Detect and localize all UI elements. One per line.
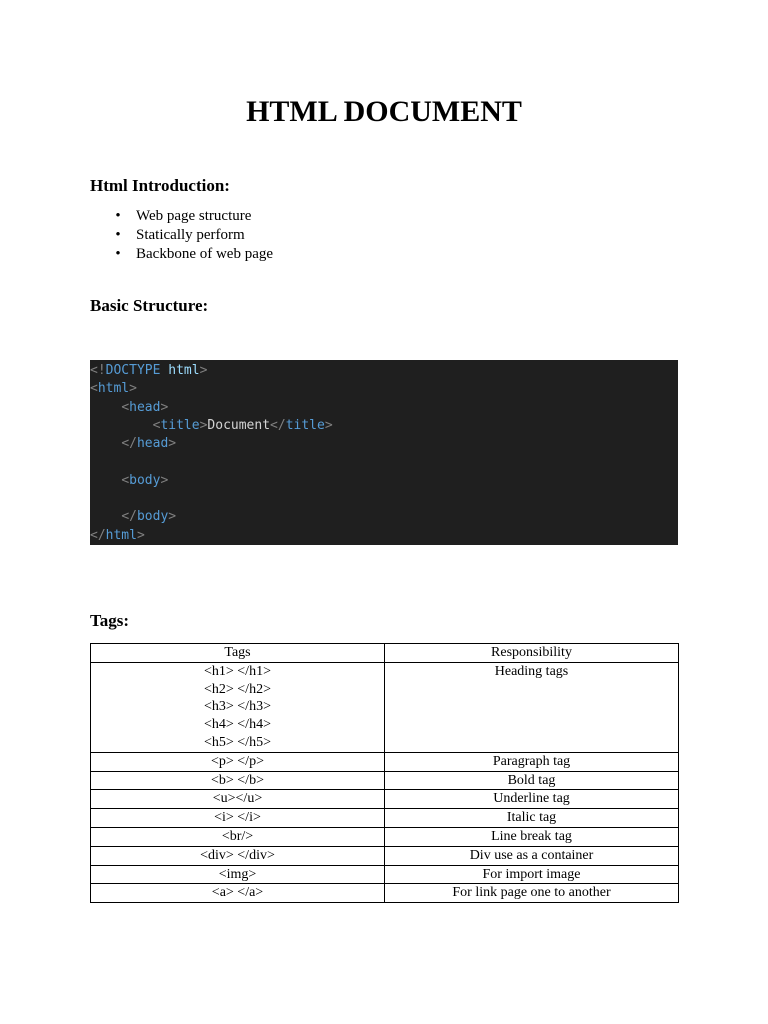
table-cell-responsibility: For import image: [385, 865, 679, 884]
tags-heading: Tags:: [90, 611, 130, 630]
page-title: HTML DOCUMENT: [246, 95, 522, 128]
table-cell-responsibility: Heading tags: [385, 662, 679, 752]
list-item: [90, 226, 273, 245]
bullet-icon: •: [115, 227, 121, 243]
list-item-text: Statically perform: [136, 227, 245, 243]
table-cell-responsibility: Div use as a container: [385, 846, 679, 865]
table-row: [91, 827, 679, 846]
code-line-html-open: <html>: [90, 381, 137, 397]
table-cell-tag: <u></u>: [91, 790, 385, 809]
table-cell-responsibility: Underline tag: [385, 790, 679, 809]
table-row: [91, 790, 679, 809]
bullet-icon: •: [115, 208, 121, 224]
column-header-responsibility: Responsibility: [385, 644, 679, 663]
code-line-blank: [90, 453, 678, 471]
table-cell-responsibility: Italic tag: [385, 809, 679, 828]
table-row: [91, 662, 679, 752]
table-row: [91, 771, 679, 790]
table-cell-tag: <a> </a>: [91, 884, 385, 903]
bullet-icon: •: [115, 246, 121, 262]
code-line-body-close: </body>: [121, 509, 177, 525]
code-line-head-close: </head>: [121, 436, 177, 452]
table-row: [91, 846, 679, 865]
heading-tag-h4: <h4> </h4>: [204, 717, 271, 733]
structure-heading: Basic Structure:: [90, 296, 209, 315]
list-item: [90, 207, 273, 226]
table-cell-tag: <b> </b>: [91, 771, 385, 790]
table-cell-responsibility: Line break tag: [385, 827, 679, 846]
tags-table: [90, 643, 679, 903]
table-row: [91, 884, 679, 903]
code-line-head-open: <head>: [121, 399, 169, 415]
heading-tag-h5: <h5> </h5>: [204, 734, 271, 750]
table-cell-responsibility: Paragraph tag: [385, 752, 679, 771]
heading-tag-h3: <h3> </h3>: [204, 699, 271, 715]
table-cell-tag: <br/>: [91, 827, 385, 846]
list-item-text: Web page structure: [136, 208, 252, 224]
table-cell-tag: <img>: [91, 865, 385, 884]
code-line-body-open: <body>: [121, 472, 169, 488]
code-line-blank: [90, 490, 678, 508]
heading-tag-h2: <h2> </h2>: [204, 681, 271, 697]
code-line-html-close: </html>: [90, 527, 145, 543]
table-row: [91, 809, 679, 828]
table-cell-tag: <p> </p>: [91, 752, 385, 771]
intro-bullet-list: [90, 207, 273, 264]
table-header-row: [91, 644, 679, 663]
code-block: [90, 360, 678, 545]
intro-heading: Html Introduction:: [90, 176, 230, 195]
heading-tag-h1: <h1> </h1>: [204, 663, 271, 679]
table-row: [91, 865, 679, 884]
list-item-text: Backbone of web page: [136, 246, 274, 262]
table-row: [91, 752, 679, 771]
table-cell-responsibility: Bold tag: [385, 771, 679, 790]
table-cell-tag: <i> </i>: [91, 809, 385, 828]
code-line-title: <title>Document</title>: [152, 417, 333, 433]
list-item: [90, 245, 273, 264]
code-line-doctype: <!DOCTYPE html>: [90, 363, 208, 378]
table-cell-tag: <div> </div>: [91, 846, 385, 865]
table-cell-responsibility: For link page one to another: [385, 884, 679, 903]
table-cell-tag: [91, 662, 385, 752]
column-header-tags: Tags: [91, 644, 385, 663]
